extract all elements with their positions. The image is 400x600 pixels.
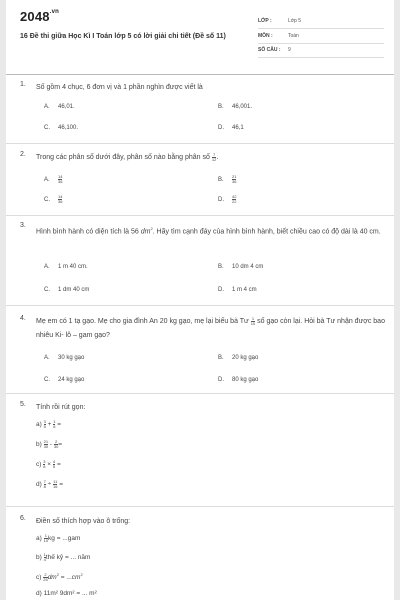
fraction-numerator: 21 xyxy=(232,174,237,179)
question-number: 3. xyxy=(20,222,26,229)
meta-question-count xyxy=(258,43,384,58)
fraction-denominator: 22 xyxy=(232,199,237,204)
fill-item-d xyxy=(36,590,97,597)
meta-subject xyxy=(258,29,384,44)
fraction xyxy=(212,153,216,162)
fraction-denominator: 10 xyxy=(43,538,49,543)
option-letter: B. xyxy=(218,177,224,184)
item-label: d) xyxy=(36,481,42,489)
question-text xyxy=(36,315,386,343)
fraction xyxy=(232,175,236,184)
item-label: b) xyxy=(36,441,42,449)
option-text: 46,001. xyxy=(232,104,253,110)
option-text: 1 m 4 cm xyxy=(232,287,257,293)
item-label: d) xyxy=(36,590,42,597)
fraction xyxy=(58,195,62,204)
fraction-denominator: 12 xyxy=(211,156,217,162)
option-text: 46,100. xyxy=(58,125,79,131)
divider xyxy=(6,143,394,144)
meta-value: 9 xyxy=(288,47,291,53)
item-label: c) xyxy=(36,574,42,582)
operator: × xyxy=(47,461,52,469)
fraction-denominator: 36 xyxy=(58,179,63,184)
fraction xyxy=(44,440,48,449)
option-text: 1 dm 40 cm xyxy=(58,287,90,293)
item-text: thế kỷ = ... năm xyxy=(45,554,91,562)
fraction-numerator: 11 xyxy=(53,479,58,484)
fraction-numerator: 1 xyxy=(53,419,56,424)
exercise-item-a xyxy=(36,420,61,429)
question-1 xyxy=(20,81,386,141)
equals: = xyxy=(57,421,62,429)
fraction-numerator: 3 xyxy=(43,459,46,464)
fraction-numerator: 4 xyxy=(52,459,56,464)
meta-key: SỐ CÂU : xyxy=(258,47,281,53)
operator: ÷ xyxy=(47,481,52,489)
question-3 xyxy=(20,222,386,302)
meta-grade xyxy=(258,14,384,29)
fraction-denominator: 6 xyxy=(53,424,56,429)
option-letter: C. xyxy=(44,197,50,204)
option-letter: D. xyxy=(218,125,224,131)
fraction-numerator: 1 xyxy=(43,552,46,557)
option-letter: C. xyxy=(44,287,50,293)
divider xyxy=(6,506,394,507)
item-label: a) xyxy=(36,421,42,429)
question-text: Hình bình hành có diện tích là 56 $dm^2$. Hãy tìm cạnh đáy của hình bình hành, biết chiều cao có độ dài là 40 cm. xyxy=(36,226,381,236)
fraction-denominator: 8 xyxy=(43,484,46,489)
unit: dm xyxy=(140,228,151,236)
option-c[interactable] xyxy=(44,125,78,131)
question-number: 2. xyxy=(20,151,26,158)
fraction xyxy=(232,195,236,204)
fraction-numerator: 42 xyxy=(232,194,237,199)
question-number: 1. xyxy=(20,81,26,88)
item-label: b) xyxy=(36,554,42,562)
meta-key: MÔN : xyxy=(258,33,273,39)
option-letter: B. xyxy=(218,264,224,270)
option-a[interactable] xyxy=(44,104,75,110)
document-title: 16 Đề thi giữa Học Kì I Toán lớp 5 có lời giải chi tiết (Đề số 11) xyxy=(20,33,226,40)
question-2 xyxy=(20,151,386,213)
question-text-part: Mẹ em có 1 tạ gạo. Mẹ cho gia đình An 20 kg gạo, mẹ lại biếu bà Tư xyxy=(36,318,249,325)
option-a[interactable] xyxy=(44,175,62,184)
option-d[interactable] xyxy=(218,195,236,204)
option-letter: A. xyxy=(44,355,50,361)
fraction-denominator: 36 xyxy=(58,199,63,204)
option-letter: A. xyxy=(44,104,50,110)
question-4 xyxy=(20,315,386,391)
fraction-denominator: 30 xyxy=(43,444,49,449)
option-b[interactable] xyxy=(218,355,258,361)
fraction-numerator: 7 xyxy=(212,151,216,157)
fraction-numerator: 14 xyxy=(58,194,63,199)
question-number: 6. xyxy=(20,515,26,522)
fill-item-c: c) $\frac{2}{25}$ $dm^2 = ...cm^2$ xyxy=(36,571,83,582)
unit: dm xyxy=(47,574,57,582)
option-letter: B. xyxy=(218,355,224,361)
item-label: c) xyxy=(36,461,42,469)
option-letter: C. xyxy=(44,377,50,383)
option-c[interactable] xyxy=(44,377,84,383)
logo-text: 2048 xyxy=(20,9,50,24)
fraction-numerator: 21 xyxy=(43,439,49,444)
meta-value: Toán xyxy=(288,33,299,39)
fill-item-b xyxy=(36,553,90,562)
fraction-denominator: 4 xyxy=(43,557,46,562)
fraction xyxy=(58,175,62,184)
item-label: a) xyxy=(36,535,42,543)
operator: + xyxy=(47,421,52,429)
fraction-denominator: 16 xyxy=(53,484,58,489)
fill-item-a xyxy=(36,534,80,543)
fraction-numerator: 2 xyxy=(44,571,47,577)
option-text: 20 kg gạo xyxy=(232,355,259,361)
item-text: kg = ...gam xyxy=(48,535,81,543)
option-letter: A. xyxy=(44,177,50,184)
exercise-item-b xyxy=(36,440,62,449)
fraction xyxy=(44,420,46,429)
fraction-numerator: 1 xyxy=(44,533,47,538)
fraction-denominator: 8 xyxy=(43,464,46,469)
fraction-numerator: 7 xyxy=(43,479,46,484)
fraction xyxy=(53,480,57,489)
option-letter: C. xyxy=(44,125,50,131)
option-c[interactable] xyxy=(44,195,62,204)
question-text-part: . Hãy tìm cạnh đáy của hình bình hành, biết chiều cao có độ dài là 40 cm. xyxy=(152,228,381,236)
option-d[interactable] xyxy=(218,377,258,383)
fraction-denominator: 10 xyxy=(250,320,256,326)
divider xyxy=(6,305,394,306)
item-text: = ... xyxy=(58,574,72,582)
question-text: Tính rồi rút gọn: xyxy=(36,404,86,411)
option-d[interactable] xyxy=(218,125,244,131)
divider xyxy=(6,215,394,216)
equals: = xyxy=(58,441,63,449)
option-c[interactable] xyxy=(44,287,89,293)
question-text: Số gồm 4 chục, 6 đơn vị và 1 phần nghìn được viết là xyxy=(36,84,203,91)
question-text-part: Hình bình hành có diện tích là 56 xyxy=(36,228,139,236)
option-a[interactable] xyxy=(44,355,84,361)
fraction-numerator: 1 xyxy=(251,315,255,321)
question-text: Trong các phân số dưới đây, phân số nào bằng phân số $\frac{7}{12}$ . xyxy=(36,151,219,162)
fraction xyxy=(251,317,255,326)
option-text: 46,1 xyxy=(232,125,244,131)
fraction xyxy=(44,480,46,489)
fraction-numerator: 14 xyxy=(58,174,63,179)
question-text: Điền số thích hợp vào ô trống: xyxy=(36,518,131,525)
exercise-item-d xyxy=(36,480,63,489)
unit: cm xyxy=(71,574,81,582)
meta-key: LỚP : xyxy=(258,18,272,24)
equals: = xyxy=(59,481,64,489)
question-number: 4. xyxy=(20,315,26,322)
option-b[interactable] xyxy=(218,104,252,110)
logo-suffix: .vn xyxy=(49,9,60,15)
option-letter: D. xyxy=(218,197,224,204)
option-a[interactable] xyxy=(44,264,88,270)
option-letter: D. xyxy=(218,287,224,293)
fraction-denominator: 30 xyxy=(53,444,59,449)
document-page xyxy=(6,0,394,600)
fraction xyxy=(53,420,55,429)
meta-value: Lớp 5 xyxy=(288,18,302,24)
question-5 xyxy=(20,401,386,501)
option-letter: D. xyxy=(218,377,224,383)
option-text: 80 kg gạo xyxy=(232,377,259,383)
operator: - xyxy=(49,441,53,449)
fraction-numerator: 2 xyxy=(54,439,58,444)
equals: = xyxy=(56,461,61,469)
divider xyxy=(6,393,394,394)
fraction xyxy=(53,460,55,469)
fraction-denominator: 5 xyxy=(52,464,56,469)
option-letter: A. xyxy=(44,264,50,270)
option-text: 24 kg gạo xyxy=(58,377,85,383)
question-text-part: số gạo còn lại. Hỏi bà Tư nhận được bao nhiêu Ki- lô – gam gạo? xyxy=(36,318,385,339)
document-header xyxy=(6,0,394,75)
question-number: 5. xyxy=(20,401,26,408)
item-text: 11m² 9dm² = ... m² xyxy=(43,590,97,597)
option-letter: B. xyxy=(218,104,224,110)
fraction-denominator: 25 xyxy=(43,576,48,582)
fraction-denominator: 36 xyxy=(232,179,237,184)
option-text: 1 m 40 cm. xyxy=(58,264,88,270)
option-b[interactable] xyxy=(218,175,236,184)
option-text: 10 dm 4 cm xyxy=(232,264,264,270)
option-b[interactable] xyxy=(218,264,263,270)
question-6 xyxy=(20,515,386,600)
site-logo[interactable] xyxy=(20,9,59,24)
option-text: 30 kg gạo xyxy=(58,355,85,361)
exercise-item-c xyxy=(36,460,61,469)
option-text: 46,01. xyxy=(58,104,75,110)
fraction-numerator: 3 xyxy=(43,419,46,424)
option-d[interactable] xyxy=(218,287,257,293)
fraction xyxy=(43,460,45,469)
fraction-denominator: 5 xyxy=(43,424,46,429)
question-text-body: Trong các phân số dưới đây, phân số nào bằng phân số xyxy=(36,154,210,161)
